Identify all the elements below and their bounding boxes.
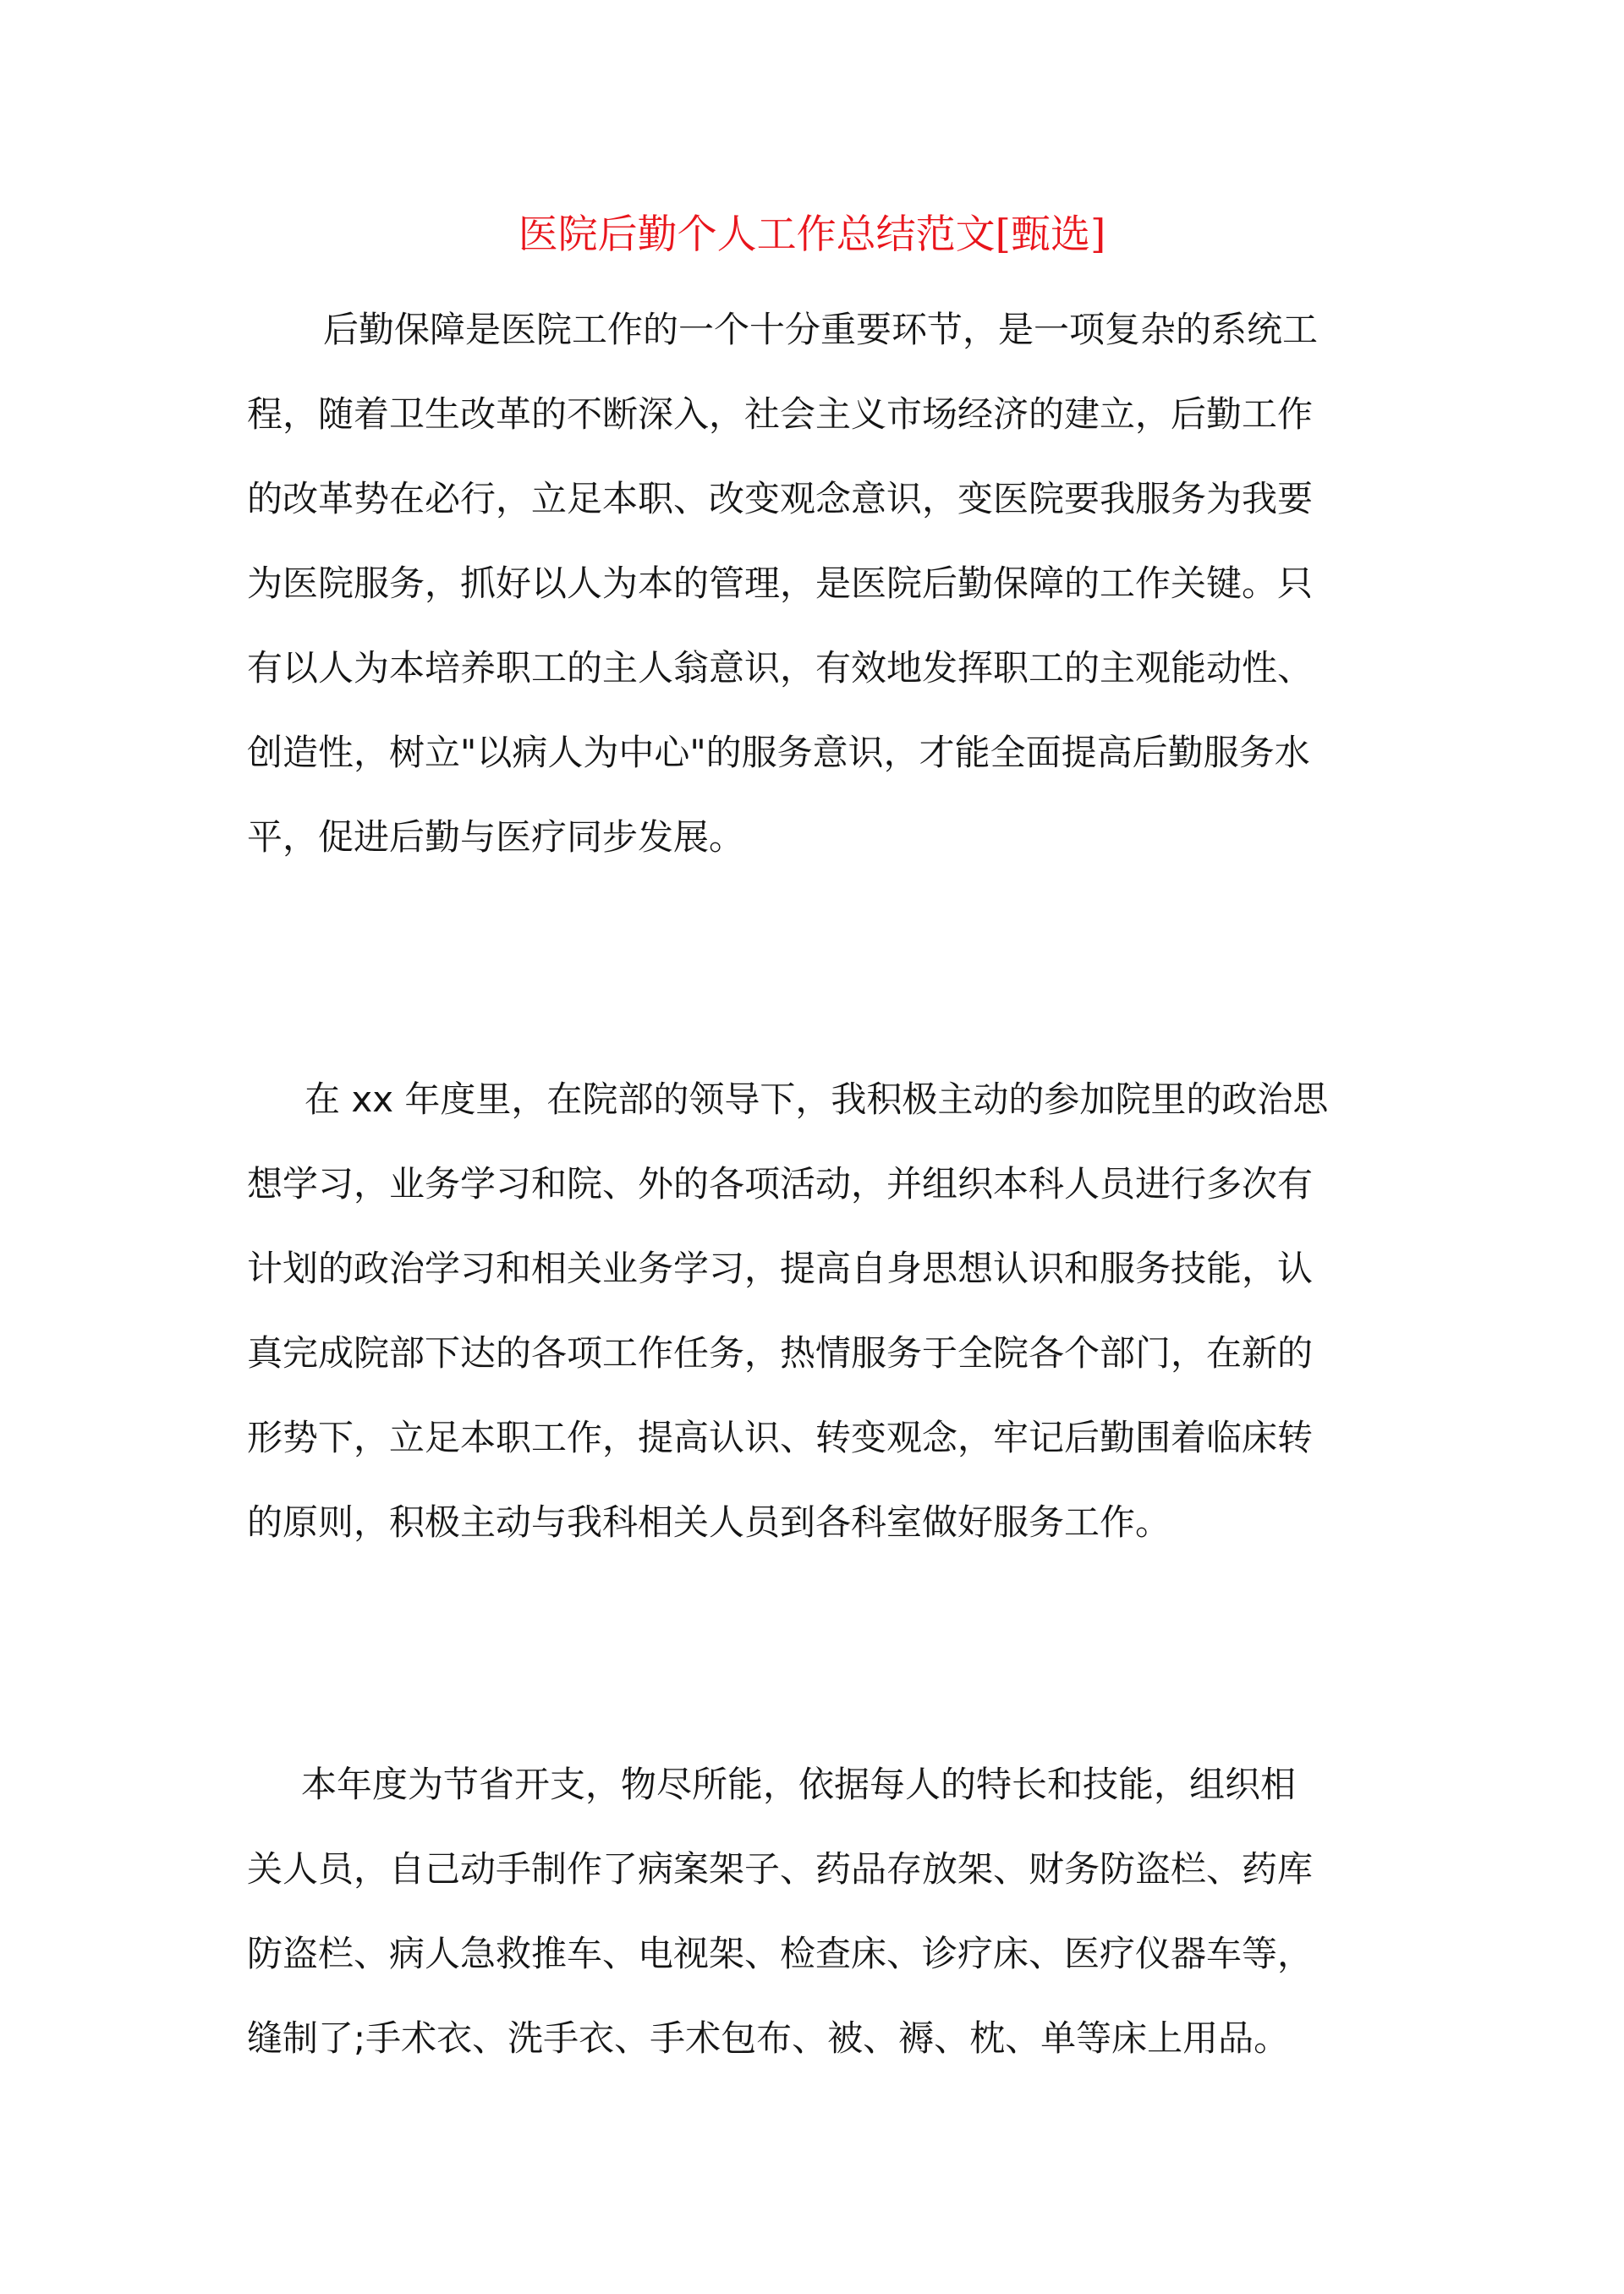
paragraph-line: 本年度为节省开支，物尽所能，依据每人的特长和技能，组织相 [301, 1764, 1297, 1805]
paragraph-line: 形势下，立足本职工作，提高认识、转变观念，牢记后勤围着临床转 [247, 1417, 1314, 1458]
document-title: 医院后勤个人工作总结范文[甄选] [518, 211, 1106, 258]
paragraph-line: 缝制了;手术衣、洗手衣、手术包布、被、褥、枕、单等床上用品。 [247, 2017, 1290, 2059]
paragraph-line: 创造性，树立"以病人为中心"的服务意识，才能全面提高后勤服务水 [247, 732, 1310, 773]
paragraph-2 [247, 1057, 1414, 1565]
paragraph-1 [247, 288, 1414, 880]
paragraph-line: 程，随着卫生改革的不断深入，社会主义市场经济的建立，后勤工作 [247, 393, 1314, 435]
paragraph-line: 的原则，积极主动与我科相关人员到各科室做好服务工作。 [247, 1501, 1171, 1543]
paragraph-line: 关人员，自己动手制作了病案架子、药品存放架、财务防盗栏、药库 [247, 1848, 1314, 1890]
paragraph-line: 平，促进后勤与医疗同步发展。 [247, 816, 745, 858]
paragraph-line: 为医院服务，抓好以人为本的管理，是医院后勤保障的工作关键。只 [247, 563, 1314, 604]
paragraph-line: 真完成院部下达的各项工作任务，热情服务于全院各个部门，在新的 [247, 1332, 1314, 1374]
paragraph-line: 防盗栏、病人急救推车、电视架、检查床、诊疗床、医疗仪器车等， [247, 1933, 1314, 1974]
paragraph-line: 想学习，业务学习和院、外的各项活动，并组织本科人员进行多次有 [247, 1163, 1314, 1205]
paragraph-line: 的改革势在必行，立足本职、改变观念意识，变医院要我服务为我要 [247, 478, 1314, 519]
paragraph-line: 在 xx 年度里，在院部的领导下，我积极主动的参加院里的政治思 [304, 1078, 1329, 1120]
paragraph-line: 后勤保障是医院工作的一个十分重要环节，是一项复杂的系统工 [323, 309, 1319, 350]
paragraph-line: 计划的政治学习和相关业务学习，提高自身思想认识和服务技能，认 [247, 1248, 1314, 1289]
paragraph-3 [247, 1742, 1414, 2081]
paragraph-line: 有以人为本培养职工的主人翁意识，有效地发挥职工的主观能动性、 [247, 647, 1314, 689]
